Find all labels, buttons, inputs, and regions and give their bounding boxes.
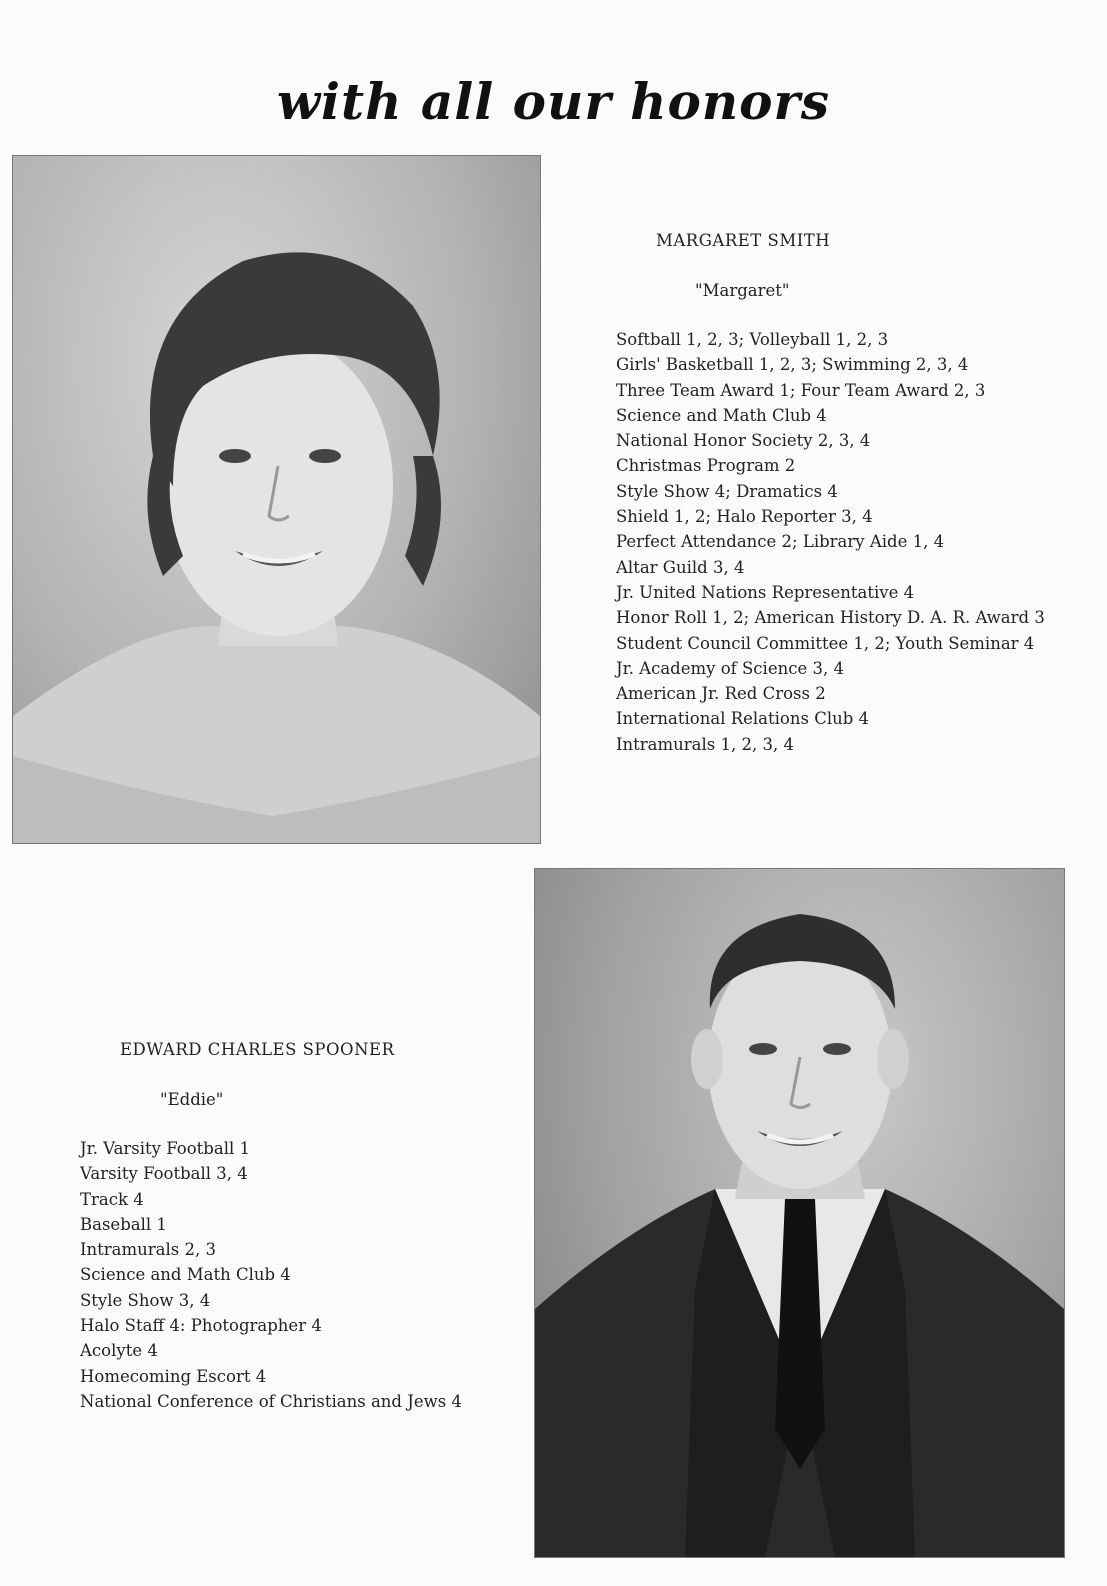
portrait-photo-margaret-smith bbox=[12, 155, 541, 844]
activity-item: Intramurals 2, 3 bbox=[80, 1240, 216, 1260]
activity-item: Shield 1, 2; Halo Reporter 3, 4 bbox=[616, 507, 873, 527]
activity-item: American Jr. Red Cross 2 bbox=[616, 684, 826, 704]
student-name: EDWARD CHARLES SPOONER bbox=[120, 1040, 395, 1059]
activity-item: Softball 1, 2, 3; Volleyball 1, 2, 3 bbox=[616, 330, 889, 349]
activity-item: Perfect Attendance 2; Library Aide 1, 4 bbox=[616, 532, 945, 552]
activity-item: National Honor Society 2, 3, 4 bbox=[616, 431, 871, 451]
portrait-photo-edward-charles-spooner bbox=[534, 868, 1065, 1558]
activity-item: Style Show 4; Dramatics 4 bbox=[616, 481, 838, 501]
activity-item: Acolyte 4 bbox=[80, 1341, 158, 1361]
activity-item: Homecoming Escort 4 bbox=[80, 1366, 267, 1386]
activity-item: Baseball 1 bbox=[80, 1214, 167, 1234]
activity-item: International Relations Club 4 bbox=[616, 709, 870, 729]
student-name: MARGARET SMITH bbox=[656, 231, 831, 250]
activity-item: Jr. United Nations Representative 4 bbox=[616, 582, 915, 602]
activity-item: Track 4 bbox=[80, 1189, 144, 1209]
student-nickname: "Margaret" bbox=[695, 281, 790, 300]
activity-item: Three Team Award 1; Four Team Award 2, 3 bbox=[616, 380, 986, 400]
activity-item: Girls' Basketball 1, 2, 3; Swimming 2, 3, 4 bbox=[616, 355, 969, 375]
activity-item: Intramurals 1, 2, 3, 4 bbox=[616, 734, 794, 754]
activity-item: Honor Roll 1, 2; American History D. A. R. Award 3 bbox=[616, 608, 1045, 628]
activity-item: Student Council Committee 1, 2; Youth Seminar 4 bbox=[616, 633, 1035, 653]
activity-item: Christmas Program 2 bbox=[616, 456, 796, 476]
activities-list bbox=[616, 327, 1045, 757]
activities-list bbox=[80, 1136, 462, 1414]
activity-item: Varsity Football 3, 4 bbox=[80, 1164, 248, 1184]
activity-item: Halo Staff 4: Photographer 4 bbox=[80, 1316, 322, 1336]
page-title: with all our honors bbox=[276, 72, 831, 131]
activity-item: Jr. Varsity Football 1 bbox=[80, 1139, 250, 1158]
activity-item: Jr. Academy of Science 3, 4 bbox=[616, 658, 844, 678]
activity-item: Altar Guild 3, 4 bbox=[616, 557, 745, 577]
activity-item: Style Show 3, 4 bbox=[80, 1290, 211, 1310]
student-nickname: "Eddie" bbox=[160, 1090, 224, 1109]
activity-item: National Conference of Christians and Jews 4 bbox=[80, 1391, 462, 1411]
activity-item: Science and Math Club 4 bbox=[80, 1265, 291, 1285]
activity-item: Science and Math Club 4 bbox=[616, 405, 827, 425]
